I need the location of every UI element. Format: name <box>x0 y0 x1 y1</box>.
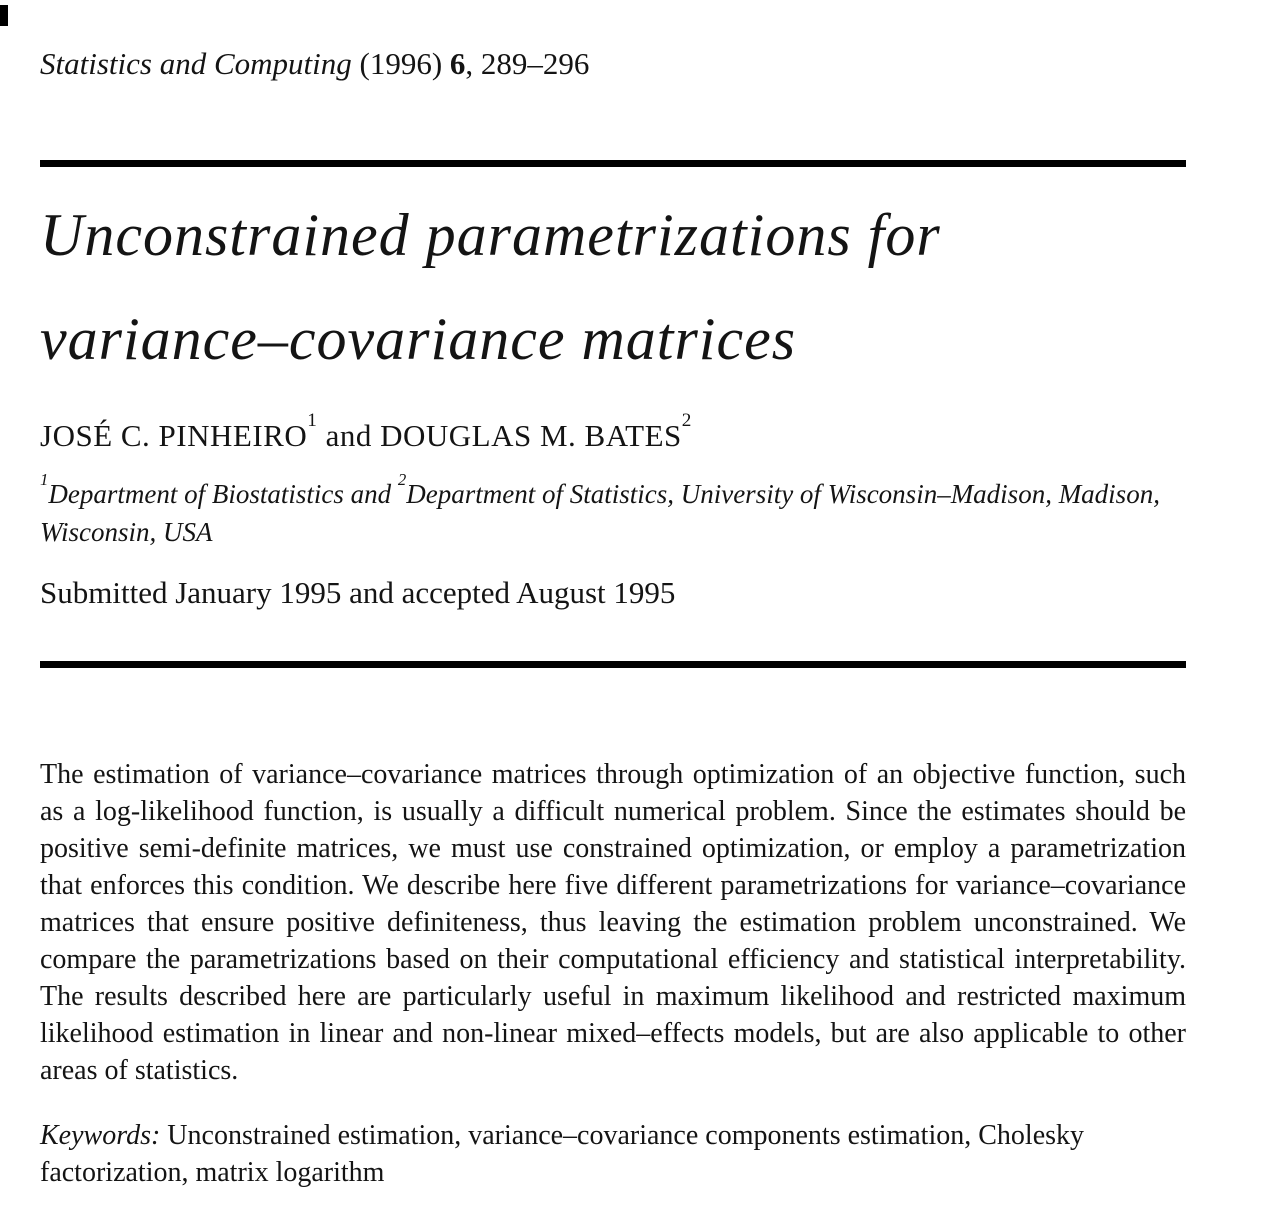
middle-horizontal-rule <box>40 661 1186 668</box>
authors-connector: and <box>317 418 381 453</box>
keywords-text: Unconstrained estimation, variance–covariance components estimation, Cholesky factorization, matrix logarithm <box>40 1120 1085 1188</box>
author-2-name: DOUGLAS M. BATES <box>380 418 682 453</box>
affiliation-1-mark: 1 <box>40 470 49 490</box>
journal-name: Statistics and Computing <box>40 46 352 81</box>
keywords-label: Keywords: <box>40 1120 161 1151</box>
abstract-paragraph: The estimation of variance–covariance matrices through optimization of an objective function, such as a log-likelihood function, is usually a difficult numerical problem. Since the estimates should be positive semi-definite matrices, we must use constrained optimization, or employ a parametrization that enforces this condition. We describe here five different parametrizations for variance–covariance matrices that ensure positive definiteness, thus leaving the estimation problem unconstrained. We compare the parametrizations based on their computational efficiency and statistical interpretability. The results described here are particularly useful in maximum likelihood and restricted maximum likelihood estimation in linear and non-linear mixed–effects models, but are also applicable to other areas of statistics. <box>40 759 1186 1086</box>
author-2-affiliation-mark: 2 <box>681 410 692 432</box>
author-1-name: JOSÉ C. PINHEIRO <box>40 418 308 453</box>
submission-dates-line: Submitted January 1995 and accepted August 1995 <box>40 575 676 610</box>
keywords-line <box>40 1117 1186 1191</box>
authors-line <box>40 410 1186 459</box>
paper-title <box>40 183 1186 391</box>
author-1-affiliation-mark: 1 <box>307 410 318 432</box>
journal-pages: , 289–296 <box>465 46 590 81</box>
journal-year: (1996) <box>351 46 450 81</box>
affiliation-line <box>40 470 1186 551</box>
paper-title-line2: variance–covariance matrices <box>40 306 797 372</box>
affiliation-2-mark: 2 <box>397 470 407 490</box>
paper-title-line1: Unconstrained parametrizations for <box>40 202 941 268</box>
journal-volume: 6 <box>449 46 466 81</box>
top-horizontal-rule <box>40 160 1186 167</box>
affiliation-2-text: Department of Statistics, University of Wisconsin–Madison, Madison, Wisconsin, USA <box>40 479 1160 547</box>
scan-artifact-mark <box>0 5 8 26</box>
journal-citation-line <box>40 42 1186 86</box>
affiliation-1-text: Department of Biostatistics and <box>48 479 398 509</box>
